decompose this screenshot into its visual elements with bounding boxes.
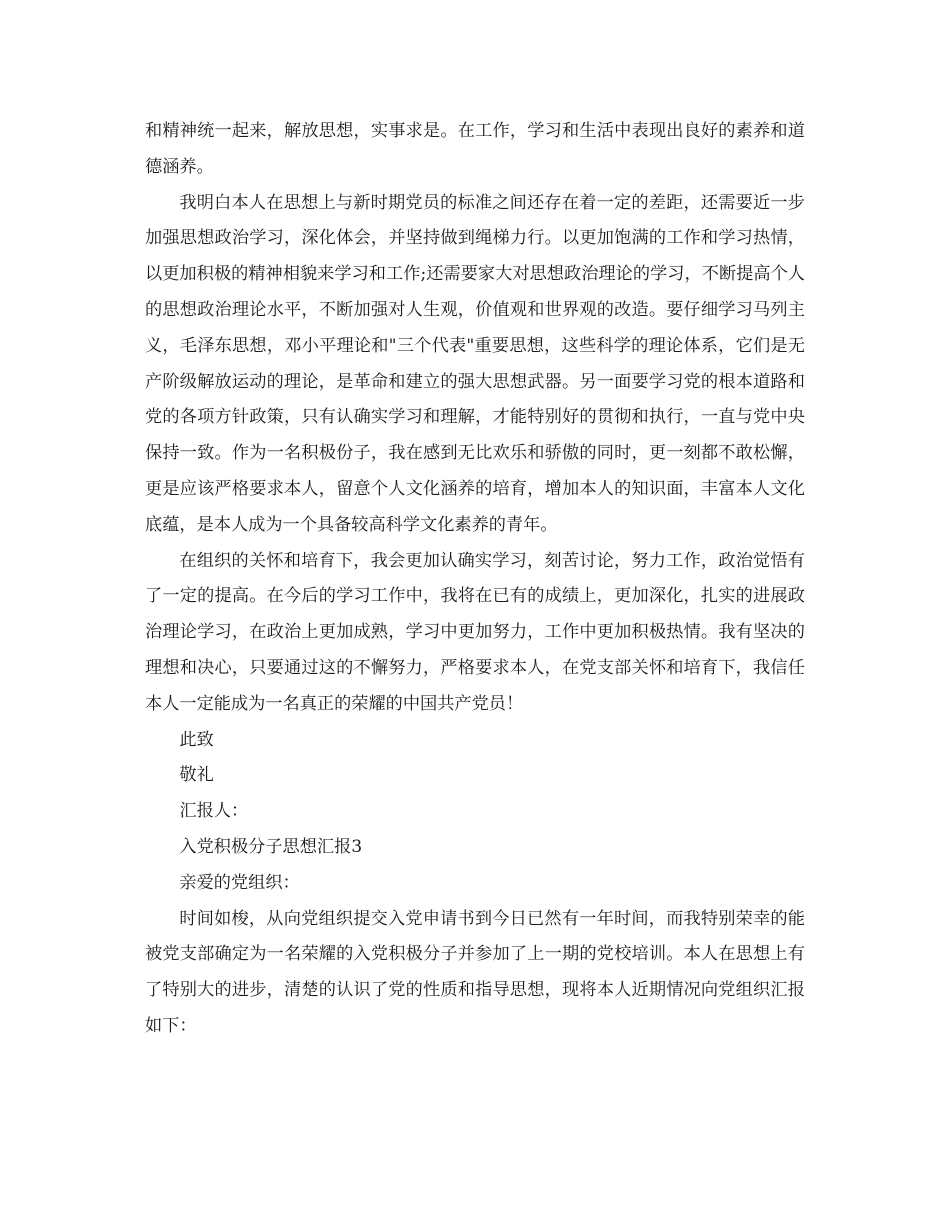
document-body [145, 114, 805, 1045]
paragraph-self-reflection: 我明白本人在思想上与新时期党员的标准之间还存在着一定的差距，还需要近一步加强思想政治学习，深化体会，并坚持做到绳梯力行。以更加饱满的工作和学习热情，以更加积极的精神相貌来学习和工作;还需要家大对思想政治理论的学习，不断提高个人的思想政治理论水平，不断加强对人生观，价值观和世界观的改造。要仔细学习马列主义，毛泽东思想，邓小平理论和"三个代表"重要思想，这些科学的理论体系，它们是无产阶级解放运动的理论，是革命和建立的强大思想武器。另一面要学习党的根本道路和党的各项方针政策，只有认确实学习和理解，才能特别好的贯彻和执行，一直与党中央保持一致。作为一名积极份子，我在感到无比欢乐和骄傲的同时，更一刻都不敢松懈，更是应该严格要求本人，留意个人文化涵养的培育，增加本人的知识面，丰富本人文化底蕴，是本人成为一个具备较高科学文化素养的青年。 [145, 192, 805, 535]
paragraph-introduction: 时间如梭，从向党组织提交入党申请书到今日已然有一年时间，而我特别荣幸的能被党支部确定为一名荣耀的入党积极分子并参加了上一期的党校培训。本人在思想上有了特别大的进步，清楚的认识了党的性质和指导思想，现将本人近期情况向党组织汇报如下： [145, 908, 805, 1036]
paragraph-commitment: 在组织的关怀和培育下，我会更加认确实学习，刻苦讨论，努力工作，政治觉悟有了一定的提高。在今后的学习工作中，我将在已有的成绩上，更加深化，扎实的进展政治理论学习，在政治上更加成熟，学习中更加努力，工作中更加积极热情。我有坚决的理想和决心，只要通过这的不懈努力，严格要求本人，在党支部关怀和培育下，我信任本人一定能成为一名真正的荣耀的中国共产党员！ [145, 550, 805, 714]
section-title: 入党积极分子思想汇报3 [179, 836, 363, 857]
paragraph-continuation: 和精神统一起来，解放思想，实事求是。在工作，学习和生活中表现出良好的素养和道德涵养。 [145, 121, 805, 177]
reporter-label: 汇报人： [179, 801, 249, 822]
closing-salutation: 此致 [179, 729, 214, 750]
closing-regards: 敬礼 [179, 765, 214, 786]
greeting: 亲爱的党组织： [179, 872, 300, 893]
